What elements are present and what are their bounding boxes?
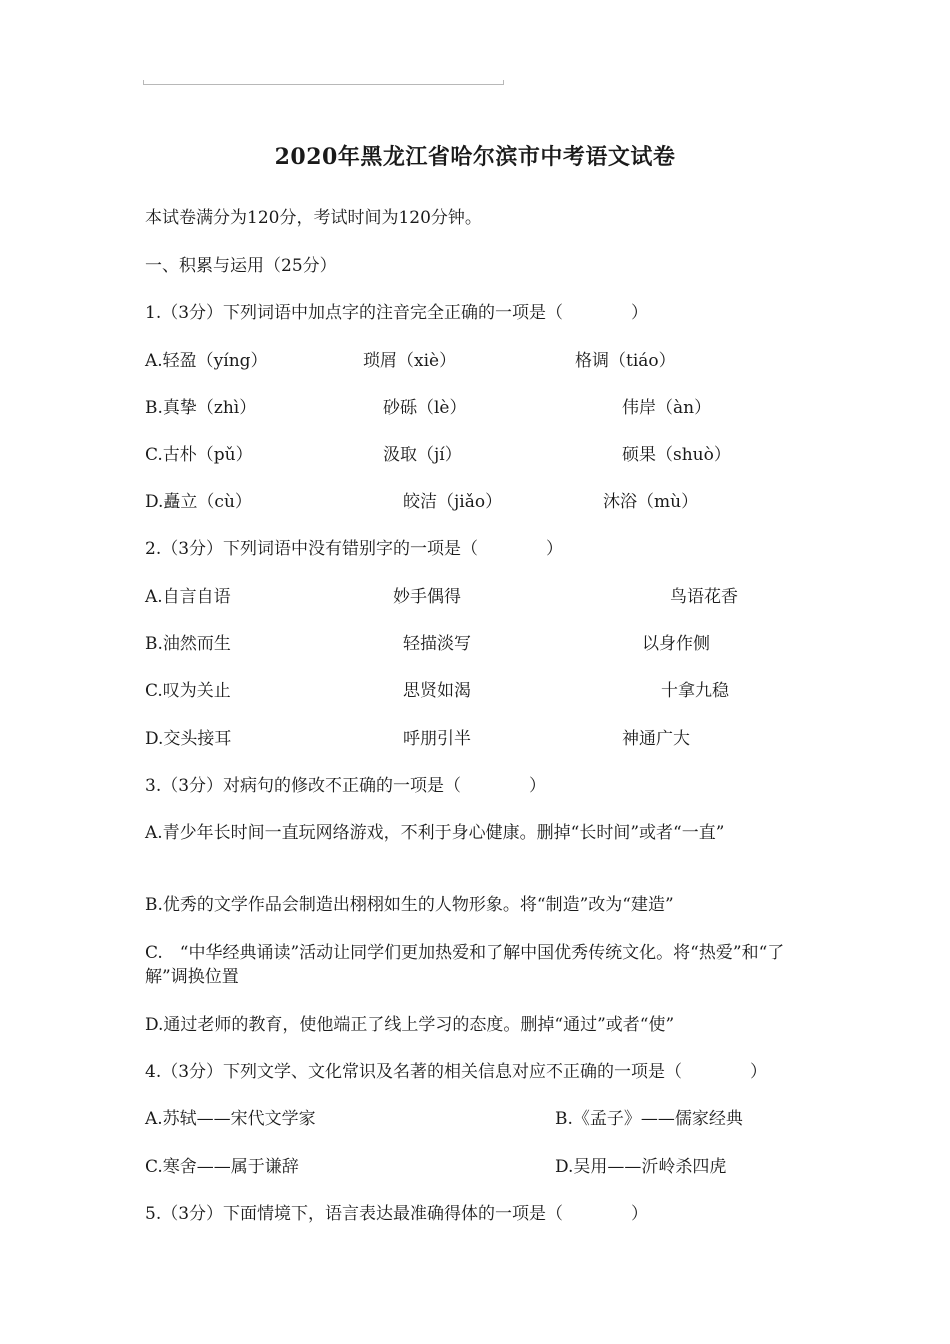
header-rule (143, 80, 504, 85)
q2-option-c-word3: 十拿九稳 (661, 681, 729, 701)
q3-option-b: B.优秀的文学作品会制造出栩栩如生的人物形象。将“制造”改为“建造” (145, 895, 674, 915)
q2-option-b-word3: 以身作侧 (642, 634, 710, 654)
q2-option-a-word2: 妙手偶得 (393, 587, 461, 607)
page-title: 2020年黑龙江省哈尔滨市中考语文试卷 (274, 144, 676, 170)
q4-option-b: B.《孟子》——儒家经典 (555, 1109, 743, 1129)
q2-option-a-word1: A.自言自语 (145, 587, 231, 607)
q2-option-a-word3: 鸟语花香 (670, 587, 738, 607)
q1-option-d-word3: 沐浴（mù） (603, 492, 699, 512)
q1-option-c-word2: 汲取（jí） (383, 445, 462, 465)
question-4-stem: 4.（3分）下列文学、文化常识及名著的相关信息对应不正确的一项是（ ） (145, 1062, 768, 1082)
q1-option-b-word1: B.真挚（zhì） (145, 398, 257, 418)
question-1-stem: 1.（3分）下列词语中加点字的注音完全正确的一项是（ ） (145, 303, 649, 323)
section-heading: 一、积累与运用（25分） (145, 256, 337, 276)
q3-option-a: A.青少年长时间一直玩网络游戏，不利于身心健康。删掉“长时间”或者“一直” (145, 823, 725, 843)
q1-option-d-word2: 皎洁（jiǎo） (403, 492, 503, 512)
q2-option-d-word3: 神通广大 (622, 729, 690, 749)
question-2-stem: 2.（3分）下列词语中没有错别字的一项是（ ） (145, 539, 564, 559)
exam-intro: 本试卷满分为120分，考试时间为120分钟。 (145, 208, 482, 228)
q4-option-c: C.寒舍——属于谦辞 (145, 1157, 299, 1177)
q2-option-c-word2: 思贤如渴 (403, 681, 471, 701)
q3-option-d: D.通过老师的教育，使他端正了线上学习的态度。删掉“通过”或者“使” (145, 1015, 675, 1035)
q4-option-a: A.苏轼——宋代文学家 (145, 1109, 316, 1129)
q1-option-a-word1: A.轻盈（yíng） (145, 351, 268, 371)
q1-option-b-word3: 伟岸（àn） (622, 398, 712, 418)
q3-option-c: C. “中华经典诵读”活动让同学们更加热爱和了解中国优秀传统文化。将“热爱”和“了解”调换位置 (145, 943, 785, 987)
question-3-stem: 3.（3分）对病句的修改不正确的一项是（ ） (145, 776, 547, 796)
q4-option-d: D.吴用——沂岭杀四虎 (555, 1157, 727, 1177)
q1-option-a-word3: 格调（tiáo） (575, 351, 676, 371)
question-5-stem: 5.（3分）下面情境下，语言表达最准确得体的一项是（ ） (145, 1204, 649, 1224)
q2-option-d-word1: D.交头接耳 (145, 729, 232, 749)
q2-option-b-word2: 轻描淡写 (403, 634, 471, 654)
q1-option-b-word2: 砂砾（lè） (383, 398, 467, 418)
q2-option-b-word1: B.油然而生 (145, 634, 231, 654)
q2-option-c-word1: C.叹为关止 (145, 681, 231, 701)
q1-option-c-word3: 硕果（shuò） (622, 445, 731, 465)
q1-option-c-word1: C.古朴（pǔ） (145, 445, 253, 465)
q2-option-d-word2: 呼朋引半 (403, 729, 471, 749)
q1-option-d-word1: D.矗立（cù） (145, 492, 252, 512)
q1-option-a-word2: 琐屑（xiè） (363, 351, 457, 371)
